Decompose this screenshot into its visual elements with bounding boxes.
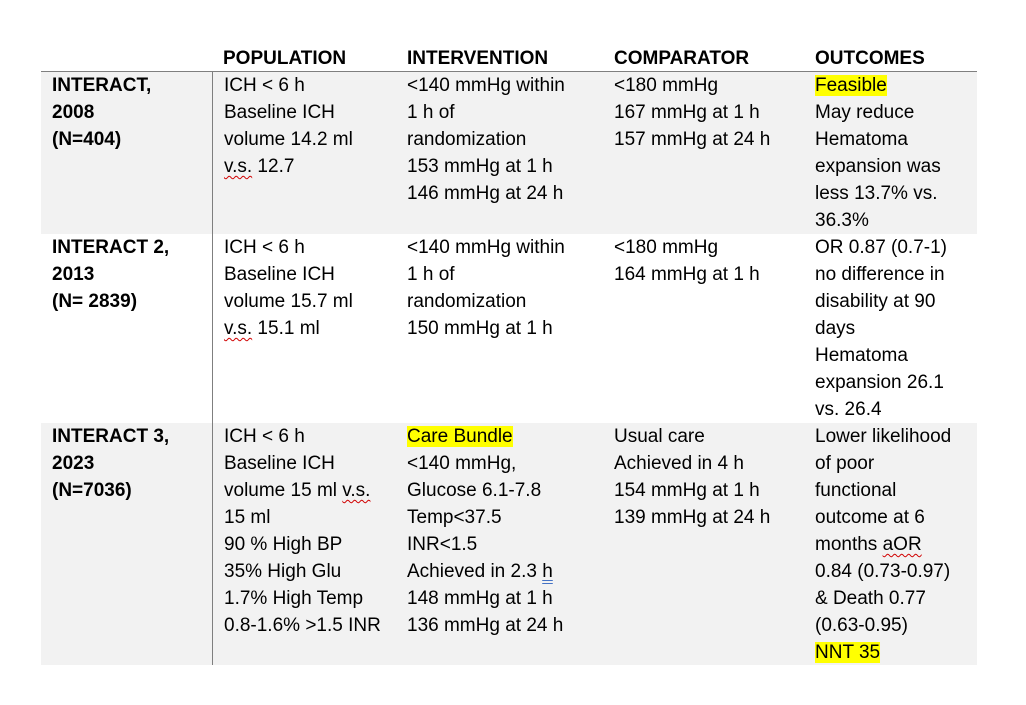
study-cell	[41, 423, 212, 665]
outcomes-cell	[804, 234, 977, 423]
intervention-line: 136 mmHg at 24 h	[407, 615, 564, 636]
comparator-cell	[603, 72, 804, 234]
study-cell	[41, 72, 212, 234]
intervention-line: randomization	[407, 129, 527, 150]
study-line: (N=404)	[52, 129, 122, 150]
study-line: INTERACT 2,	[52, 237, 170, 258]
outcome-line: expansion was	[815, 156, 941, 177]
outcome-line: functional	[815, 480, 897, 501]
population-line	[224, 477, 396, 504]
outcome-text: months	[815, 534, 883, 555]
population-line: ICH < 6 h	[224, 426, 305, 447]
intervention-line: INR<1.5	[407, 534, 478, 555]
highlighted-text: NNT 35	[815, 642, 881, 663]
intervention-line: 148 mmHg at 1 h	[407, 588, 553, 609]
outcome-line: outcome at 6	[815, 507, 925, 528]
intervention-line: Glucose 6.1-7.8	[407, 480, 542, 501]
intervention-line: <140 mmHg,	[407, 453, 517, 474]
study-line: INTERACT,	[52, 75, 152, 96]
study-line: INTERACT 3,	[52, 426, 170, 447]
outcome-line: (0.63-0.95)	[815, 615, 908, 636]
population-line: ICH < 6 h	[224, 237, 305, 258]
population-line: ICH < 6 h	[224, 75, 305, 96]
population-text: volume 15 ml	[224, 480, 343, 501]
intervention-line: <140 mmHg within	[407, 75, 565, 96]
comparator-line: <180 mmHg	[614, 237, 719, 258]
highlighted-text: Care Bundle	[407, 426, 513, 447]
population-line: Baseline ICH	[224, 102, 335, 123]
outcome-line: Hematoma	[815, 345, 908, 366]
outcomes-cell	[804, 72, 977, 234]
population-cell	[212, 234, 396, 423]
study-line: 2023	[52, 453, 95, 474]
outcome-line: expansion 26.1	[815, 372, 944, 393]
comparator-line: 164 mmHg at 1 h	[614, 264, 760, 285]
header-intervention: INTERVENTION	[407, 48, 549, 69]
intervention-cell	[396, 234, 603, 423]
population-line: volume 14.2 ml	[224, 129, 353, 150]
population-line: 0.8-1.6% >1.5 INR	[224, 615, 381, 636]
population-line: 35% High Glu	[224, 561, 342, 582]
study-line: (N=7036)	[52, 480, 132, 501]
outcome-line: May reduce	[815, 102, 915, 123]
comparator-line: Achieved in 4 h	[614, 453, 744, 474]
intervention-line: 153 mmHg at 1 h	[407, 156, 553, 177]
grammar-check-word: h	[542, 561, 553, 582]
header-outcomes: OUTCOMES	[815, 48, 925, 69]
table-row-interact-2008	[41, 72, 977, 234]
population-text: 12.7	[252, 156, 295, 177]
table-row-interact-2-2013	[41, 234, 977, 423]
outcome-line: less 13.7% vs.	[815, 183, 938, 204]
outcome-line: no difference in	[815, 264, 945, 285]
population-cell	[212, 72, 396, 234]
comparator-line: 157 mmHg at 24 h	[614, 129, 771, 150]
comparator-line: <180 mmHg	[614, 75, 719, 96]
comparator-cell	[603, 234, 804, 423]
outcome-line: 0.84 (0.73-0.97)	[815, 561, 951, 582]
comparator-line: Usual care	[614, 426, 705, 447]
outcome-line	[815, 531, 977, 558]
header-population: POPULATION	[223, 48, 347, 69]
population-line: volume 15.7 ml	[224, 291, 353, 312]
intervention-line: 1 h of	[407, 102, 455, 123]
population-text: 15.1 ml	[252, 318, 320, 339]
study-cell	[41, 234, 212, 423]
study-line: 2008	[52, 102, 95, 123]
outcome-line: 36.3%	[815, 210, 869, 231]
comparator-line: 154 mmHg at 1 h	[614, 480, 760, 501]
outcome-line: of poor	[815, 453, 875, 474]
intervention-line	[407, 423, 603, 450]
population-line: 90 % High BP	[224, 534, 343, 555]
outcome-line: vs. 26.4	[815, 399, 882, 420]
intervention-line	[407, 558, 603, 585]
outcome-line: Lower likelihood	[815, 426, 952, 447]
comparator-line: 167 mmHg at 1 h	[614, 102, 760, 123]
comparator-line: 139 mmHg at 24 h	[614, 507, 771, 528]
outcome-line	[815, 639, 977, 666]
population-line: 1.7% High Temp	[224, 588, 364, 609]
spellcheck-word: v.s.	[342, 480, 371, 501]
header-comparator: COMPARATOR	[614, 48, 750, 69]
population-line	[224, 315, 396, 342]
intervention-line: 146 mmHg at 24 h	[407, 183, 564, 204]
population-line	[224, 153, 396, 180]
outcome-line: & Death 0.77	[815, 588, 926, 609]
header-study	[41, 45, 212, 71]
comparison-table	[41, 45, 977, 665]
table-header-row	[41, 45, 977, 72]
highlighted-text: Feasible	[815, 75, 887, 96]
study-line: 2013	[52, 264, 95, 285]
population-cell	[212, 423, 396, 665]
intervention-line: 150 mmHg at 1 h	[407, 318, 553, 339]
population-line: Baseline ICH	[224, 264, 335, 285]
intervention-line: <140 mmHg within	[407, 237, 565, 258]
outcome-line	[815, 72, 977, 99]
intervention-line: randomization	[407, 291, 527, 312]
intervention-cell	[396, 72, 603, 234]
population-line: 15 ml	[224, 507, 271, 528]
spellcheck-word: v.s.	[224, 156, 253, 177]
spellcheck-word: v.s.	[224, 318, 253, 339]
outcome-line: days	[815, 318, 856, 339]
comparator-cell	[603, 423, 804, 665]
intervention-line: 1 h of	[407, 264, 455, 285]
intervention-cell	[396, 423, 603, 665]
outcomes-cell	[804, 423, 977, 665]
spellcheck-word: aOR	[882, 534, 922, 555]
outcome-line: Hematoma	[815, 129, 908, 150]
outcome-line: disability at 90	[815, 291, 936, 312]
outcome-line: OR 0.87 (0.7-1)	[815, 237, 947, 258]
study-line: (N= 2839)	[52, 291, 138, 312]
population-line: Baseline ICH	[224, 453, 335, 474]
intervention-text: Achieved in 2.3	[407, 561, 543, 582]
intervention-line: Temp<37.5	[407, 507, 502, 528]
table-row-interact-3-2023	[41, 423, 977, 665]
